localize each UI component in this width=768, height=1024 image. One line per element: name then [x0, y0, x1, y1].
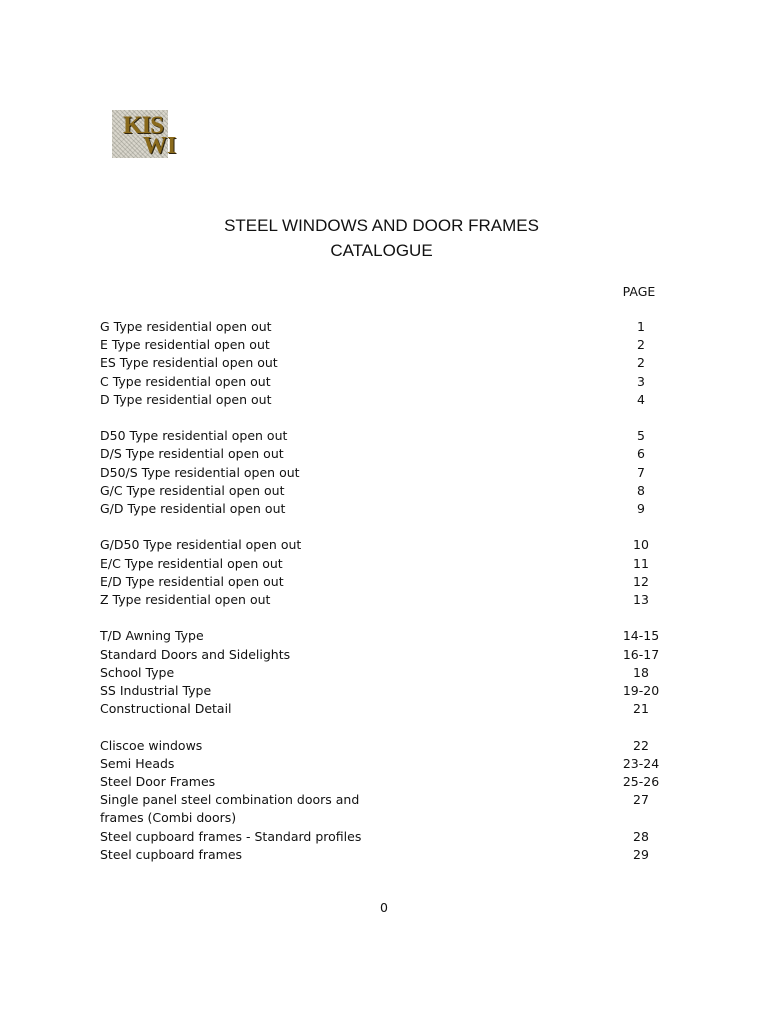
logo-text-line-1: KIS [123, 112, 164, 139]
toc-entry-label: D50 Type residential open out [100, 428, 288, 444]
toc-entry-page: 23-24 [622, 755, 660, 771]
toc-entry [100, 464, 680, 482]
toc-entry-label: Steel Door Frames [100, 774, 216, 790]
toc-entry-label: G/D50 Type residential open out [100, 537, 302, 553]
toc-entry [100, 664, 680, 682]
toc-entry [100, 318, 680, 336]
toc-group [100, 737, 680, 864]
toc-entry [100, 391, 680, 409]
toc-entry-page: 18 [633, 664, 649, 680]
toc-entry [100, 336, 680, 354]
footer-page-number: 0 [380, 900, 388, 915]
table-of-contents [100, 318, 680, 882]
toc-entry-page: 22 [633, 737, 649, 753]
toc-entry [100, 791, 680, 827]
toc-entry-label: D50/S Type residential open out [100, 464, 300, 480]
toc-entry [100, 445, 680, 463]
toc-entry [100, 354, 680, 372]
toc-entry-page: 13 [633, 592, 649, 608]
toc-entry-label: Semi Heads [100, 755, 175, 771]
toc-entry-label: E/C Type residential open out [100, 555, 283, 571]
toc-entry-label: D/S Type residential open out [100, 446, 284, 462]
toc-entry-page: 11 [633, 555, 649, 571]
document-title: STEEL WINDOWS AND DOOR FRAMES [224, 216, 539, 235]
toc-group [100, 536, 680, 609]
toc-entry-page: 12 [633, 573, 649, 589]
toc-entry-label: School Type [100, 664, 175, 680]
toc-entry-label: E/D Type residential open out [100, 573, 284, 589]
toc-entry-page: 4 [637, 391, 645, 407]
toc-entry-page: 1 [637, 319, 645, 334]
toc-entry-label: Steel cupboard frames - Standard profiles [100, 828, 362, 844]
toc-entry [100, 755, 680, 773]
document-subtitle: CATALOGUE [330, 241, 433, 260]
toc-entry-page: 27 [633, 792, 649, 808]
toc-entry-page: 25-26 [622, 774, 660, 790]
toc-entry-page: 16-17 [622, 646, 660, 662]
toc-entry [100, 700, 680, 718]
logo-text-line-2: WI [143, 133, 177, 159]
page-column-header: PAGE [622, 284, 656, 299]
toc-entry-page: 28 [633, 828, 649, 844]
toc-entry [100, 682, 680, 700]
toc-group [100, 318, 680, 409]
toc-entry [100, 646, 680, 664]
toc-entry-label: E Type residential open out [100, 337, 270, 353]
toc-entry-page: 9 [637, 501, 645, 517]
toc-entry-page: 21 [633, 701, 649, 717]
toc-entry-label: G/D Type residential open out [100, 501, 286, 517]
toc-entry [100, 773, 680, 791]
toc-entry [100, 427, 680, 445]
toc-entry [100, 373, 680, 391]
toc-entry [100, 627, 680, 645]
toc-entry [100, 828, 680, 846]
toc-entry-page: 3 [637, 373, 645, 389]
company-logo [112, 110, 177, 159]
toc-group [100, 627, 680, 718]
toc-entry [100, 573, 680, 591]
toc-entry-page: 19-20 [622, 683, 660, 699]
toc-entry [100, 591, 680, 609]
toc-entry-label: Single panel steel combination doors and frames (Combi doors) [100, 792, 360, 826]
toc-entry [100, 536, 680, 554]
toc-entry-page: 8 [637, 482, 645, 498]
toc-entry [100, 737, 680, 755]
toc-entry-label: G Type residential open out [100, 319, 272, 334]
toc-entry-page: 29 [633, 846, 649, 862]
toc-entry [100, 500, 680, 518]
toc-entry-page: 6 [637, 446, 645, 462]
toc-entry-page: 10 [633, 537, 649, 553]
toc-entry-page: 2 [637, 337, 645, 353]
toc-entry [100, 482, 680, 500]
toc-entry-label: SS Industrial Type [100, 683, 212, 699]
toc-entry-label: Steel cupboard frames [100, 846, 243, 862]
toc-entry-label: ES Type residential open out [100, 355, 278, 371]
toc-entry-label: Standard Doors and Sidelights [100, 646, 291, 662]
toc-entry-page: 14-15 [622, 628, 660, 644]
toc-entry-label: T/D Awning Type [100, 628, 204, 644]
toc-entry-label: D Type residential open out [100, 391, 272, 407]
toc-entry-page: 2 [637, 355, 645, 371]
toc-entry-page: 7 [637, 464, 645, 480]
toc-entry-label: Constructional Detail [100, 701, 232, 717]
toc-entry-label: C Type residential open out [100, 373, 271, 389]
toc-entry-label: Cliscoe windows [100, 737, 203, 753]
toc-entry-label: Z Type residential open out [100, 592, 271, 608]
toc-entry-page: 5 [637, 428, 645, 444]
toc-group [100, 427, 680, 518]
toc-entry-label: G/C Type residential open out [100, 482, 285, 498]
toc-entry [100, 555, 680, 573]
toc-entry [100, 846, 680, 864]
